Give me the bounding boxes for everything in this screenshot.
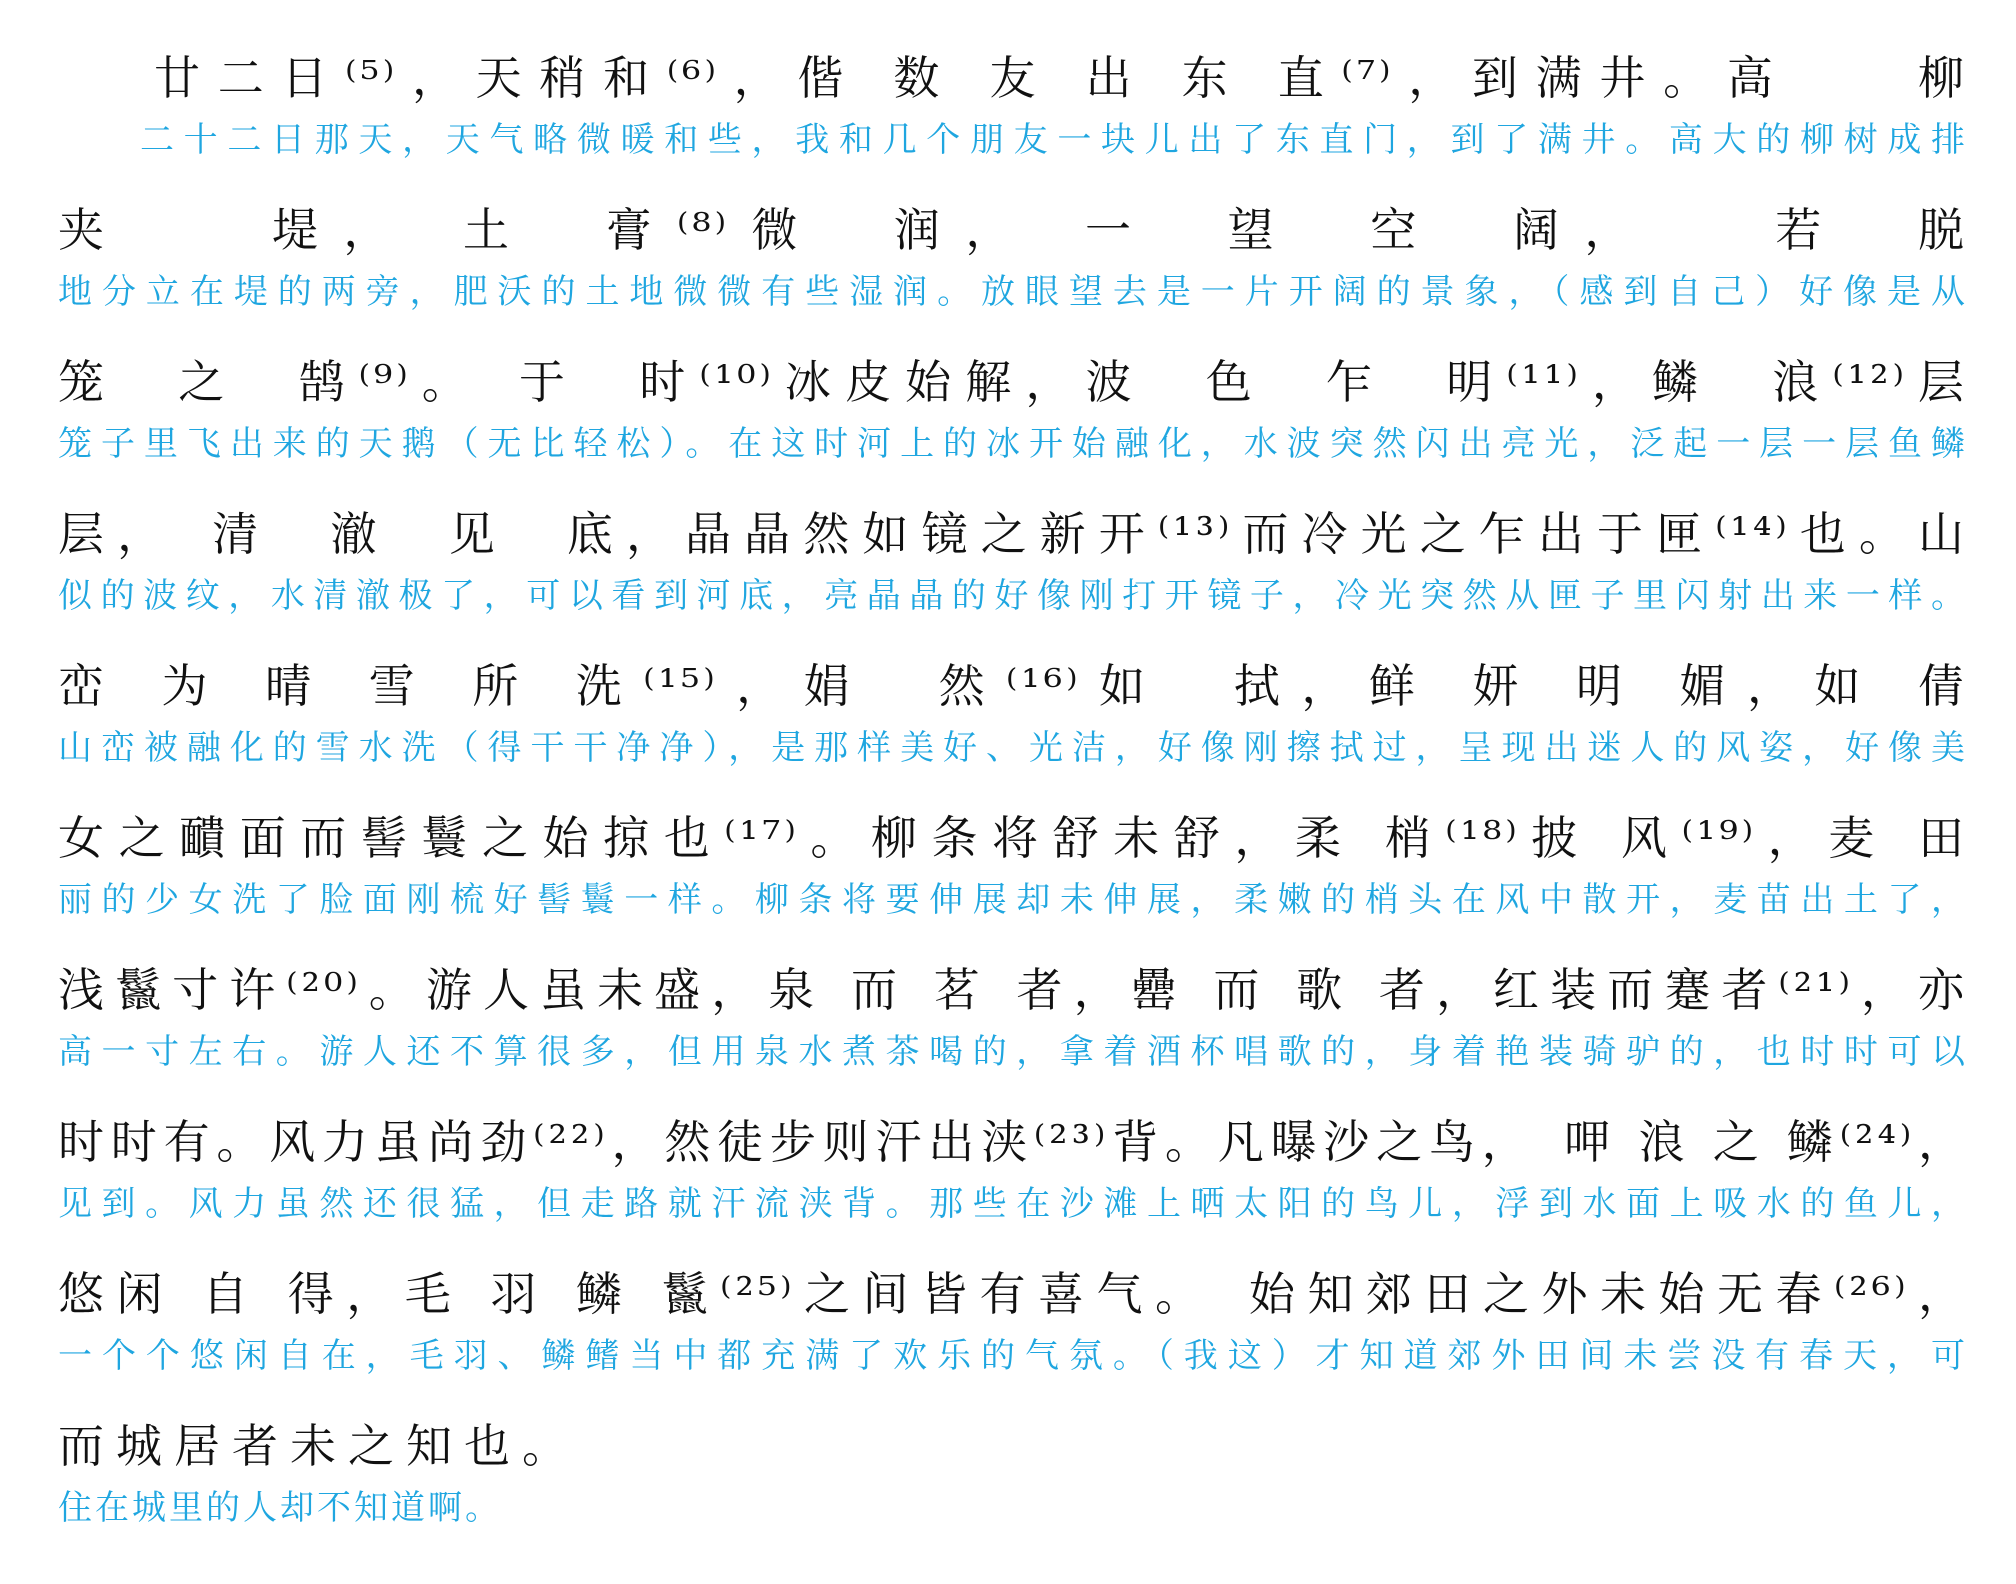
translation-line-4: 似的波纹，水清澈极了，可以看到河底，亮晶晶的好像刚打开镜子，冷光突然从匣子里闪射出来一样。 — [58, 576, 1968, 616]
translation-line-3: 笼子里飞出来的天鹅（无比轻松）。在这时河上的冰开始融化，水波突然闪出亮光，泛起一层一层鱼鳞 — [58, 424, 1968, 464]
translation-line-10: 住在城里的人却不知道啊。 — [58, 1488, 502, 1528]
original-line-6: 女之靧面而髻鬟之始掠也⁽¹⁷⁾。柳条将舒未舒，柔 梢⁽¹⁸⁾披 风⁽¹⁹⁾，麦 田 — [58, 811, 1968, 865]
original-line-2: 夹 堤， 土 膏⁽⁸⁾微 润， 一 望 空 阔， 若 脱 — [58, 203, 1968, 257]
original-line-9: 悠闲 自 得，毛 羽 鳞 鬣⁽²⁵⁾之间皆有喜气。 始知郊田之外未始无春⁽²⁶⁾， — [58, 1267, 1968, 1321]
bilingual-text-page — [58, 48, 1968, 1568]
translation-line-7: 高一寸左右。游人还不算很多，但用泉水煮茶喝的，拿着酒杯唱歌的，身着艳装骑驴的，也时时可以 — [58, 1032, 1968, 1072]
translation-line-5: 山峦被融化的雪水洗（得干干净净），是那样美好、光洁，好像刚擦拭过，呈现出迷人的风姿，好像美 — [58, 728, 1968, 768]
translation-line-8: 见到。风力虽然还很猛，但走路就汗流浃背。那些在沙滩上晒太阳的鸟儿，浮到水面上吸水的鱼儿， — [58, 1184, 1968, 1224]
original-line-10: 而城居者未之知也。 — [58, 1419, 580, 1473]
translation-line-2: 地分立在堤的两旁，肥沃的土地微微有些湿润。放眼望去是一片开阔的景象，（感到自己）好像是从 — [58, 272, 1968, 312]
translation-line-6: 丽的少女洗了脸面刚梳好髻鬟一样。柳条将要伸展却未伸展，柔嫩的梢头在风中散开，麦苗出土了， — [58, 880, 1968, 920]
translation-line-1: 二十二日那天，天气略微暖和些，我和几个朋友一块儿出了东直门，到了满井。高大的柳树成排 — [140, 120, 1968, 160]
original-line-4: 层， 清 澈 见 底，晶晶然如镜之新开⁽¹³⁾而冷光之乍出于匣⁽¹⁴⁾也。山 — [58, 507, 1968, 561]
original-line-5: 峦 为 晴 雪 所 洗⁽¹⁵⁾，娟 然⁽¹⁶⁾如 拭，鲜 妍 明 媚，如 倩 — [58, 659, 1968, 713]
original-line-1: 廿二日⁽⁵⁾，天稍和⁽⁶⁾，偕 数 友 出 东 直⁽⁷⁾，到满井。高 柳 — [154, 51, 1968, 105]
original-line-8: 时时有。风力虽尚劲⁽²²⁾，然徒步则汗出浃⁽²³⁾背。凡曝沙之鸟， 呷 浪 之 鳞⁽²⁴⁾， — [58, 1115, 1968, 1169]
original-line-7: 浅鬣寸许⁽²⁰⁾。游人虽未盛，泉 而 茗 者，罍 而 歌 者，红装而蹇者⁽²¹⁾，亦 — [58, 963, 1968, 1017]
original-line-3: 笼 之 鹄⁽⁹⁾。 于 时⁽¹⁰⁾冰皮始解，波 色 乍 明⁽¹¹⁾，鳞 浪⁽¹²⁾层 — [58, 355, 1968, 409]
translation-line-9: 一个个悠闲自在，毛羽、鳞鳍当中都充满了欢乐的气氛。（我这）才知道郊外田间未尝没有春天，可 — [58, 1336, 1968, 1376]
